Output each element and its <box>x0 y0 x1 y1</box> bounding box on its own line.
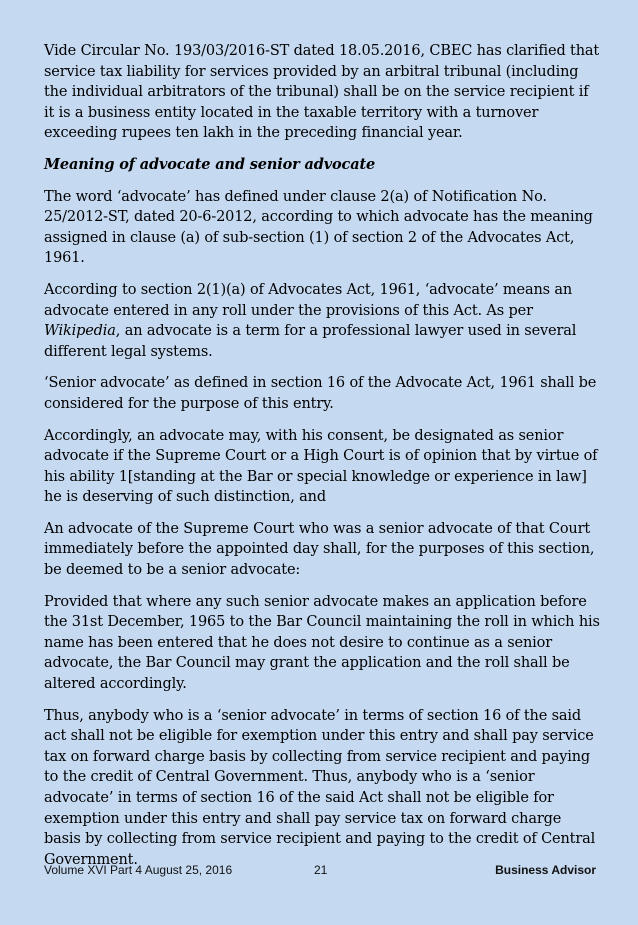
footer-publication: Business Advisor <box>495 863 596 877</box>
paragraph-conclusion: Thus, anybody who is a ‘senior advocate’ in terms of section 16 of the said act shall not be eligible for exemption under this entry and shall pay service tax on forward charge basis by collecting from service recipient and paying to the credit of Central Government. Thus, anybody who is a ‘senior advocate’ in terms of section 16 of the said Act shall not be eligible for exemption under this entry and shall pay service tax on forward charge basis by collecting from service recipient and paying to the credit of Central Government. <box>44 707 596 868</box>
section-heading: Meaning of advocate and senior advocate <box>44 155 376 173</box>
footer-volume: Volume XVI Part 4 August 25, 2016 <box>44 863 233 877</box>
wikipedia-reference: Wikipedia <box>44 323 116 340</box>
paragraph-designation: Accordingly, an advocate may, with his consent, be designated as senior advocate if the Supreme Court or a High Court is of opinion that by virtue of his ability 1[standing at the Bar or special knowledge or experience in law] he is deserving of such distinction, and <box>44 427 598 506</box>
paragraph-arbitral-tribunal: Vide Circular No. 193/03/2016-ST dated 18.05.2016, CBEC has clarified that service tax liability for services provided by an arbitral tribunal (including the individual arbitrators of the tribunal) shall be on the service recipient if it is a business entity located in the taxable territory with a turnover exceeding rupees ten lakh in the preceding financial year. <box>44 43 600 142</box>
paragraph-senior-advocate: ‘Senior advocate’ as defined in section 16 of the Advocate Act, 1961 shall be considered for the purpose of this entry. <box>44 375 597 412</box>
document-body <box>44 41 602 881</box>
paragraph-proviso: Provided that where any such senior advocate makes an application before the 31st December, 1965 to the Bar Council maintaining the roll in which his name has been entered that he does not desire to continue as a senior advocate, the Bar Council may grant the application and the roll shall be altered accordingly. <box>44 593 600 693</box>
text-segment: According to section 2(1)(a) of Advocates Act, 1961, ‘advocate’ means an advocate entered in any roll under the provisions of this Act. As per <box>44 281 573 319</box>
paragraph-supreme-court: An advocate of the Supreme Court who was a senior advocate of that Court immediately before the appointed day shall, for the purposes of this section, be deemed to be a senior advocate: <box>44 520 595 579</box>
paragraph-advocate-definition: The word ‘advocate’ has defined under clause 2(a) of Notification No. 25/2012-ST, dated 20-6-2012, according to which advocate has the meaning assigned in clause (a) of sub-section (1) of section 2 of the Advocates Act, 1961. <box>44 188 593 267</box>
page-number: 21 <box>314 863 328 877</box>
paragraph-advocates-act <box>44 280 602 362</box>
text-segment: , an advocate is a term for a professional lawyer used in several different legal systems. <box>44 323 577 360</box>
